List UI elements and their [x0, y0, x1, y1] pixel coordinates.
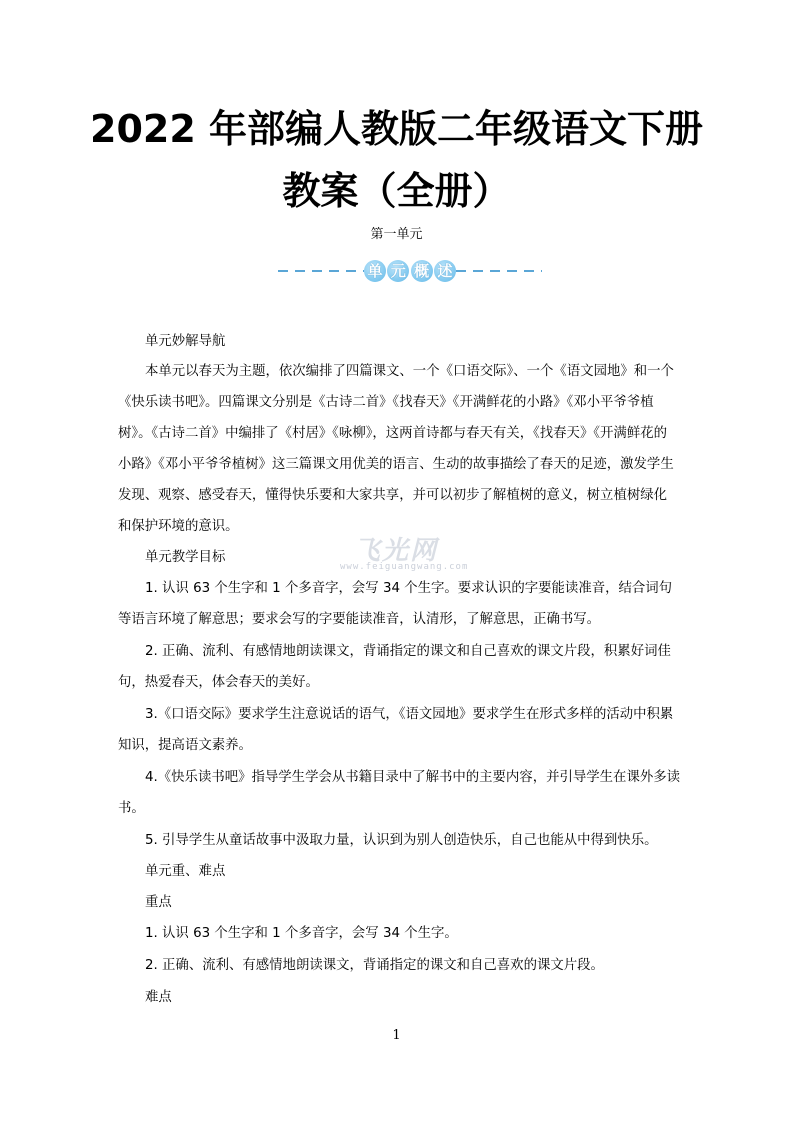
- paragraph: 本单元以春天为主题，依次编排了四篇课文、一个《口语交际》、一个《语文园地》和一个《快乐读书吧》。四篇课文分别是《古诗二首》《找春天》《开满鲜花的小路》《邓小平爷爷植树》。《古诗二首》中编排了《村居》《咏柳》，这两首诗都与春天有关，《找春天》《开满鲜花的小路》《邓小平爷爷植树》这三篇课文用优美的语言、生动的故事描绘了春天的足迹，激发学生发现、观察、感受春天，懂得快乐要和大家共享，并可以初步了解植树的意义，树立植树绿化和保护环境的意识。: [118, 364, 674, 534]
- banner-title: [364, 257, 456, 285]
- banner-dash-right: [456, 270, 542, 272]
- section-heading: 单元教学目标: [145, 550, 226, 565]
- banner-char: 单: [364, 260, 386, 282]
- list-item: 2. 正确、流利、有感情地朗读课文，背诵指定的课文和自己喜欢的课文片段，积累好词佳句，热爱春天，体会春天的美好。: [118, 644, 671, 690]
- section-heading: 单元重、难点: [145, 864, 226, 879]
- section-heading: 单元妙解导航: [145, 334, 226, 349]
- watermark-url: www.feiguangwang.com: [340, 562, 469, 572]
- banner-dash-left: [278, 270, 364, 272]
- document-title-line-2: 教案（全册）: [282, 169, 511, 213]
- sub-heading: 重点: [145, 895, 172, 910]
- document-title-line-1: 2022 年部编人教版二年级语文下册: [90, 107, 703, 151]
- banner-char: 概: [411, 260, 433, 282]
- list-item: 2. 正确、流利、有感情地朗读课文，背诵指定的课文和自己喜欢的课文片段。: [145, 958, 604, 973]
- watermark-logo: 飞光网: [354, 536, 439, 566]
- list-item: 3.《口语交际》要求学生注意说话的语气，《语文园地》要求学生在形式多样的活动中积累知识，提高语文素养。: [118, 707, 674, 753]
- list-item: 5. 引导学生从童话故事中汲取力量，认识到为别人创造快乐，自己也能从中得到快乐。: [145, 833, 658, 848]
- unit-overview-banner: [278, 257, 542, 287]
- banner-char: 元: [387, 260, 409, 282]
- sub-heading: 难点: [145, 990, 172, 1005]
- banner-char: 述: [434, 260, 456, 282]
- list-item: 1. 认识 63 个生字和 1 个多音字，会写 34 个生字。: [145, 926, 458, 941]
- list-item: 4.《快乐读书吧》指导学生学会从书籍目录中了解书中的主要内容，并引导学生在课外多读书。: [118, 770, 681, 816]
- unit-label: 第一单元: [370, 227, 423, 242]
- page-number: 1: [392, 1028, 401, 1043]
- list-item: 1. 认识 63 个生字和 1 个多音字，会写 34 个生字。要求认识的字要能读准音，结合词句等语言环境了解意思；要求会写的字要能读准音，认清形，了解意思，正确书写。: [118, 581, 673, 627]
